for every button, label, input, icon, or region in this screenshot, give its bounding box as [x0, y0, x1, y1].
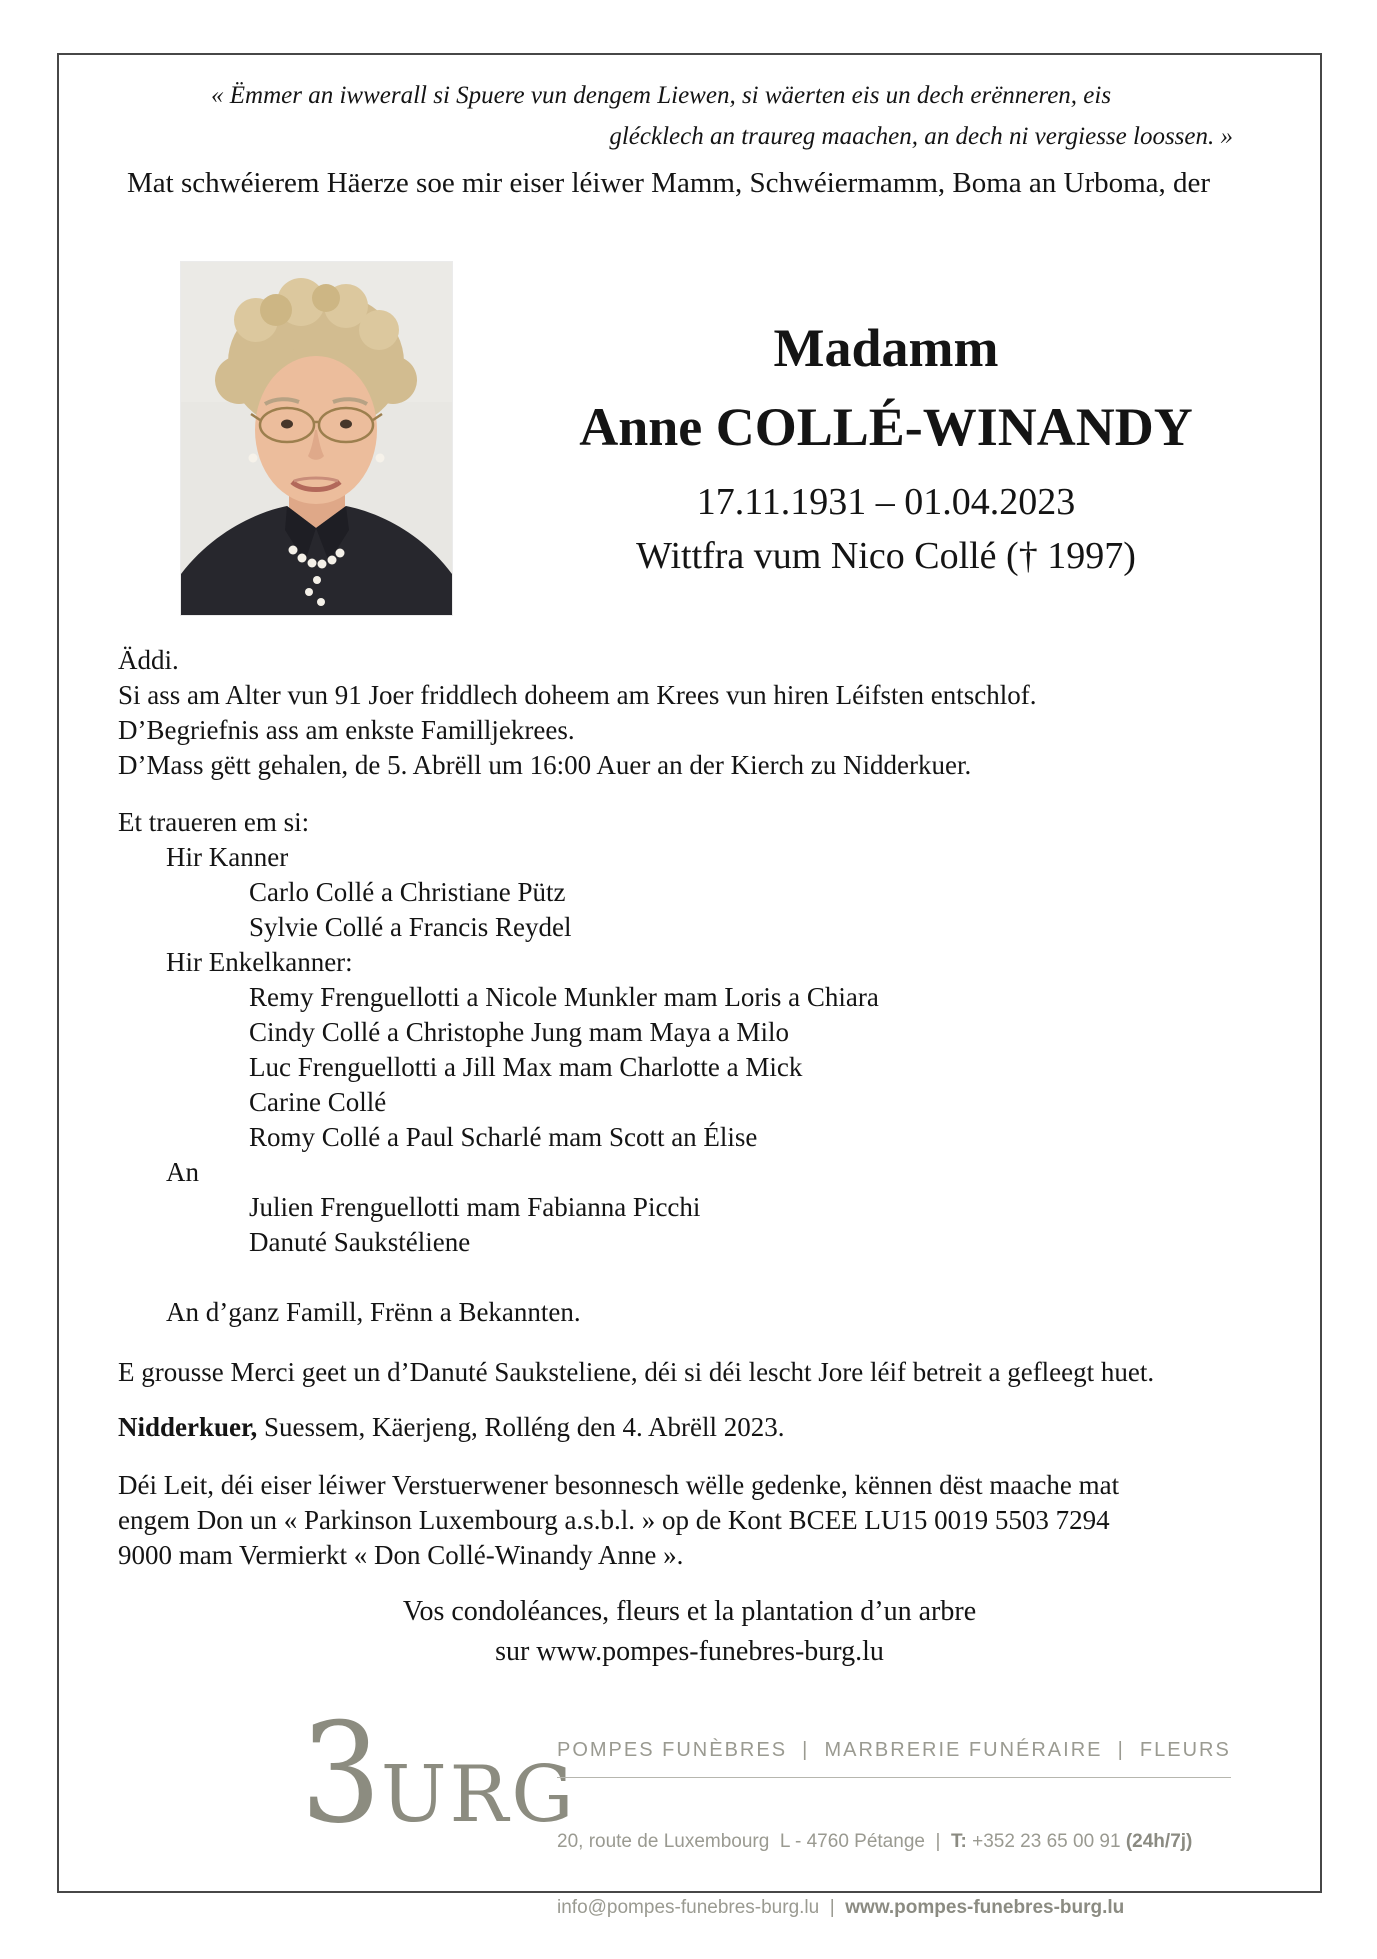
place-date-line [118, 1410, 784, 1445]
burg-logo-urg: URG [380, 1750, 577, 1840]
place-date-rest: Suessem, Käerjeng, Rolléng den 4. Abrëll 2023. [257, 1412, 785, 1442]
burg-logo [297, 1693, 577, 1854]
mourners-heading: Et traueren em si: [118, 807, 310, 837]
mourners-group-children: Hir Kanner [166, 842, 289, 872]
footer-email: info@pompes-funebres-burg.lu | [557, 1897, 846, 1918]
condolences-website-line: sur www.pompes-funebres-burg.lu [495, 1636, 884, 1667]
footer-website: www.pompes-funebres-burg.lu [845, 1897, 1125, 1918]
intro-line: Mat schwéierem Häerze soe mir eiser léiwer Mamm, Schwéiermamm, Boma an Urboma, der [127, 167, 1211, 199]
deceased-honorific: Madamm [773, 318, 999, 378]
funeral-home-footer [297, 1693, 1231, 1959]
memorial-quote [211, 75, 1233, 157]
donation-line-1: Déi Leit, déi eiser léiwer Verstuerwener besonnesch wëlle gedenke, kënnen dëst maache mat [118, 1470, 1120, 1500]
footer-contact-block [557, 1703, 1231, 1959]
announcement-paragraph [118, 643, 1037, 783]
mourner-name: Remy Frenguellotti a Nicole Munkler mam Loris a Chiara [249, 982, 879, 1012]
mourner-name: Cindy Collé a Christophe Jung mam Maya a Milo [249, 1017, 789, 1047]
page-border-frame [57, 53, 1322, 1918]
mass-line: D’Mass gëtt gehalen, de 5. Abrëll um 16:00 Auer an der Kierch zu Nidderkuer. [118, 750, 972, 780]
burial-line: D’Begriefnis ass am enkste Familljekrees. [118, 715, 575, 745]
quote-line-2: glécklech an traureg maachen, an dech ni vergiesse loossen. » [609, 123, 1233, 150]
footer-address-line [557, 1827, 1231, 1857]
family-line: An d’ganz Famill, Frënn a Bekannten. [166, 1297, 581, 1327]
mourner-name: Sylvie Collé a Francis Reydel [249, 912, 572, 942]
deceased-name: Anne COLLÉ-WINANDY [579, 397, 1193, 457]
mourners-list [118, 805, 879, 1260]
mourner-name: Carlo Collé a Christiane Pütz [249, 877, 566, 907]
widow-line: Wittfra vum Nico Collé († 1997) [636, 535, 1136, 577]
mourner-name: Romy Collé a Paul Scharlé mam Scott an Élise [249, 1122, 758, 1152]
mourner-name: Julien Frenguellotti mam Fabianna Picchi [249, 1192, 701, 1222]
mourner-name: Carine Collé [249, 1087, 387, 1117]
thanks-line: E grousse Merci geet un d’Danuté Sauksteliene, déi si déi lescht Jore léif betreit a gefleegt huet. [118, 1357, 1155, 1387]
deceased-title-block [452, 307, 1320, 581]
quote-line-1: « Ëmmer an iwwerall si Spuere vun dengem Liewen, si wäerten eis un dech erënneren, eis [211, 82, 1112, 109]
place-name-bold: Nidderkuer, [118, 1412, 258, 1442]
mourners-group-an: An [166, 1157, 199, 1187]
footer-services-line: POMPES FUNÈBRES | MARBRERIE FUNÉRAIRE | FLEURS [557, 1739, 1231, 1778]
farewell-line: Äddi. [118, 645, 179, 675]
donation-paragraph [118, 1468, 1288, 1573]
footer-phone-label: T: [951, 1831, 967, 1852]
footer-phone-number: +352 23 65 00 91 [966, 1831, 1126, 1852]
burg-logo-b-glyph: 3 [300, 1693, 382, 1854]
mourner-name: Danuté Saukstéliene [249, 1227, 471, 1257]
condolences-block [59, 1592, 1320, 1672]
footer-address: 20, route de Luxembourg L - 4760 Pétange | [557, 1831, 951, 1852]
portrait-photo [181, 262, 452, 615]
mourners-group-grandchildren: Hir Enkelkanner: [166, 947, 353, 977]
footer-web-line [557, 1893, 1231, 1923]
condolences-line: Vos condoléances, fleurs et la plantation d’un arbre [402, 1596, 977, 1627]
deceased-dates: 17.11.1931 – 01.04.2023 [696, 481, 1076, 523]
death-line: Si ass am Alter vun 91 Joer friddlech doheem am Krees vun hiren Léifsten entschlof. [118, 680, 1037, 710]
portrait-illustration [181, 262, 452, 615]
mourner-name: Luc Frenguellotti a Jill Max mam Charlotte a Mick [249, 1052, 803, 1082]
footer-hours-badge: (24h/7j) [1125, 1831, 1193, 1852]
donation-line-3: 9000 mam Vermierkt « Don Collé-Winandy Anne ». [118, 1540, 684, 1570]
donation-line-2: engem Don un « Parkinson Luxembourg a.s.b.l. » op de Kont BCEE LU15 0019 5503 7294 [118, 1505, 1110, 1535]
